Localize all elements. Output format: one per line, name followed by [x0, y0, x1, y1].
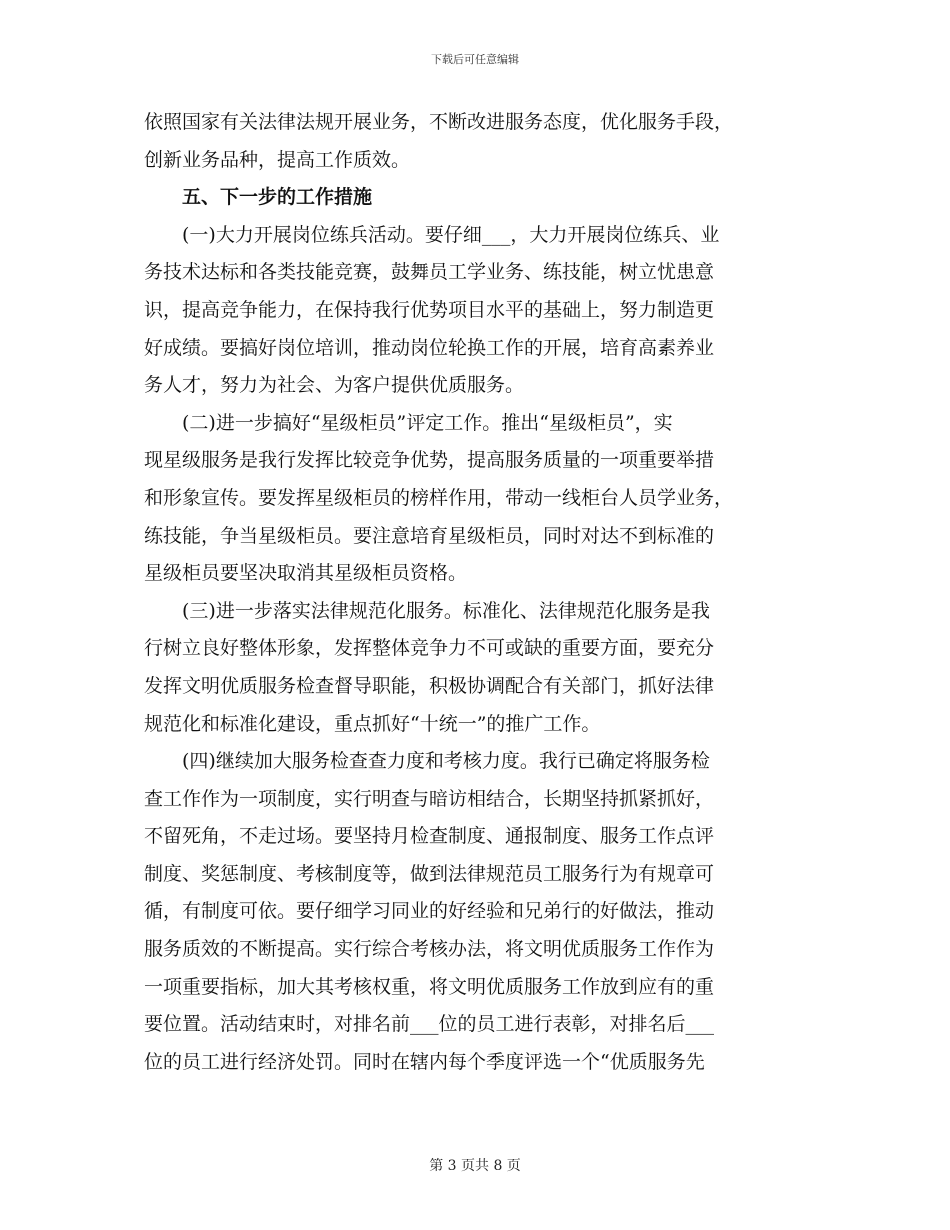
- text-line: 练技能，争当星级柜员。要注意培育星级柜员，同时对达不到标准的: [144, 524, 715, 547]
- section-heading: 五、下一步的工作措施: [182, 186, 373, 209]
- text-line: 识，提高竞争能力，在保持我行优势项目水平的基础上，努力制造更: [144, 298, 715, 321]
- text-line: 依照国家有关法律法规开展业务，不断改进服务态度，优化服务手段，: [144, 111, 734, 133]
- text-line: 位的员工进行经济处罚。同时在辖内每个季度评选一个“优质服务先: [144, 1050, 705, 1073]
- text-line: (四)继续加大服务检查查力度和考核力度。我行已确定将服务检: [182, 750, 710, 773]
- text-line: 不留死角，不走过场。要坚持月检查制度、通报制度、服务工作点评: [144, 825, 715, 848]
- text-line: 和形象宣传。要发挥星级柜员的榜样作用，带动一线柜台人员学业务，: [144, 486, 734, 509]
- text-line: 务技术达标和各类技能竞赛，鼓舞员工学业务、练技能，树立忧患意: [144, 261, 715, 284]
- text-line: 查工作作为一项制度，实行明查与暗访相结合，长期坚持抓紧抓好，: [144, 787, 715, 810]
- text-line: 循，有制度可依。要仔细学习同业的好经验和兄弟行的好做法，推动: [144, 900, 715, 923]
- text-line: 制度、奖惩制度、考核制度等，做到法律规范员工服务行为有规章可: [144, 862, 715, 885]
- text-line: 服务质效的不断提高。实行综合考核办法，将文明优质服务工作作为: [144, 938, 715, 961]
- text-line: 规范化和标准化建设，重点抓好“十统一”的推广工作。: [144, 712, 601, 735]
- text-line: 星级柜员要坚决取消其星级柜员资格。: [144, 562, 468, 585]
- text-line: 行树立良好整体形象，发挥整体竞争力不可或缺的重要方面，要充分: [144, 637, 715, 660]
- text-line: 好成绩。要搞好岗位培训，推动岗位轮换工作的开展，培育高素养业: [144, 336, 715, 359]
- page-number: 第 3 页共 8 页: [429, 1158, 521, 1174]
- document-body: [144, 104, 806, 1081]
- text-line: 发挥文明优质服务检查督导职能，积极协调配合有关部门，抓好法律: [144, 674, 715, 697]
- text-line: 务人才，努力为社会、为客户提供优质服务。: [144, 374, 525, 397]
- text-line: 要位置。活动结束时，对排名前___位的员工进行表彰，对排名后___: [144, 1013, 715, 1036]
- text-line: (一)大力开展岗位练兵活动。要仔细___，大力开展岗位练兵、业: [182, 223, 720, 246]
- text-line: (三)进一步落实法律规范化服务。标准化、法律规范化服务是我: [182, 599, 710, 622]
- text-line: 一项重要指标，加大其考核权重，将文明优质服务工作放到应有的重: [144, 975, 715, 998]
- page-header: 下载后可任意编辑: [431, 53, 519, 66]
- text-line: (二)进一步搞好“星级柜员”评定工作。推出“星级柜员”，实: [182, 411, 673, 434]
- text-line: 创新业务品种，提高工作质效。: [144, 148, 411, 171]
- text-line: 现星级服务是我行发挥比较竞争优势，提高服务质量的一项重要举措: [144, 449, 715, 472]
